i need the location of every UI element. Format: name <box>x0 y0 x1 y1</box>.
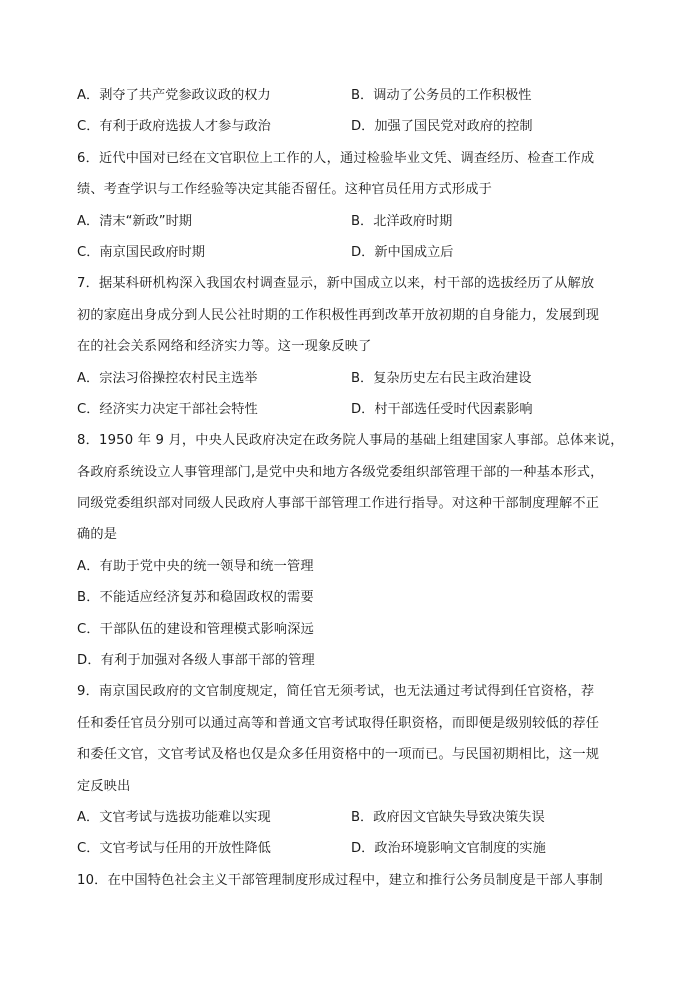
q9-option-d: D．政治环境影响文官制度的实施 <box>351 841 546 857</box>
q9-option-c: C．文官考试与任用的开放性降低 <box>77 841 271 857</box>
q7-stem-line-2: 初的家庭出身成分到人民公社时期的工作积极性再到改革开放初期的自身能力，发展到现 <box>77 307 600 323</box>
q8-stem-line-4: 确的是 <box>77 527 118 543</box>
q8-option-b: B．不能适应经济复苏和稳固政权的需要 <box>77 590 314 606</box>
q5-option-row-1 <box>77 80 626 111</box>
q8-stem-line-1: 8．1950 年 9 月，中央人民政府决定在政务院人事局的基础上组建国家人事部。总体来说， <box>77 433 624 449</box>
q8-stem <box>77 425 626 551</box>
q9-stem-line-2: 任和委任官员分别可以通过高等和普通文官考试取得任职资格，而即便是级别较低的荐任 <box>77 715 600 731</box>
q6-option-d: D．新中国成立后 <box>351 244 454 260</box>
q9-option-b: B．政府因文官缺失导致决策失误 <box>351 809 545 825</box>
q9-stem-line-4: 定反映出 <box>77 778 131 794</box>
q8-option-c: C．干部队伍的建设和管理模式影响深远 <box>77 621 314 637</box>
q9-option-row-2 <box>77 833 626 864</box>
q6-stem-line-2: 绩、考查学识与工作经验等决定其能否留任。这种官员任用方式形成于 <box>77 182 493 198</box>
q10-stem-line-1: 10．在中国特色社会主义干部管理制度形成过程中，建立和推行公务员制度是干部人事制 <box>77 872 603 888</box>
q7-stem-line-3: 在的社会关系网络和经济实力等。这一现象反映了 <box>77 339 372 355</box>
q6-option-c: C．南京国民政府时期 <box>77 244 205 260</box>
q5-option-c: C．有利于政府选拔人才参与政治 <box>77 119 271 135</box>
q6-option-row-1 <box>77 206 626 237</box>
q9-stem <box>77 676 626 802</box>
q9-option-a: A．文官考试与选拔功能难以实现 <box>77 809 271 825</box>
q7-option-row-1 <box>77 363 626 394</box>
q7-stem <box>77 268 626 362</box>
q9-stem-line-3: 和委任文官，文官考试及格也仅是众多任用资格中的一项而已。与民国初期相比，这一规 <box>77 747 600 763</box>
q8-option-a: A．有助于党中央的统一领导和统一管理 <box>77 558 314 574</box>
q7-stem-line-1: 7．据某科研机构深入我国农村调查显示，新中国成立以来，村干部的选拔经历了从解放 <box>77 276 595 292</box>
q7-option-a: A．宗法习俗操控农村民主选举 <box>77 370 258 386</box>
q6-option-row-2 <box>77 237 626 268</box>
q6-stem-line-1: 6．近代中国对已经在文官职位上工作的人，通过检验毕业文凭、调查经历、检查工作成 <box>77 150 595 166</box>
q5-option-row-2 <box>77 111 626 142</box>
q10-stem <box>77 865 626 896</box>
q8-option-d: D．有利于加强对各级人事部干部的管理 <box>77 653 315 669</box>
q5-option-d: D．加强了国民党对政府的控制 <box>351 119 533 135</box>
q7-option-d: D．村干部选任受时代因素影响 <box>351 401 533 417</box>
q8-stem-line-3: 同级党委组织部对同级人民政府人事部干部管理工作进行指导。对这种干部制度理解不正 <box>77 496 600 512</box>
q8-stem-line-2: 各政府系统设立人事管理部门,是党中央和地方各级党委组织部管理干部的一种基本形式， <box>77 464 604 480</box>
q5-option-b: B．调动了公务员的工作积极性 <box>351 88 532 103</box>
q6-stem <box>77 143 626 206</box>
q9-stem-line-1: 9．南京国民政府的文官制度规定，简任官无须考试，也无法通过考试得到任官资格，荐 <box>77 684 595 700</box>
q7-option-row-2 <box>77 394 626 425</box>
q7-option-b: B．复杂历史左右民主政治建设 <box>351 370 532 386</box>
q9-option-row-1 <box>77 802 626 833</box>
q5-option-a: A．剥夺了共产党参政议政的权力 <box>77 88 271 103</box>
q6-option-a: A．清末“新政”时期 <box>77 213 192 229</box>
q6-option-b: B．北洋政府时期 <box>351 213 453 229</box>
q7-option-c: C．经济实力决定干部社会特性 <box>77 401 258 417</box>
